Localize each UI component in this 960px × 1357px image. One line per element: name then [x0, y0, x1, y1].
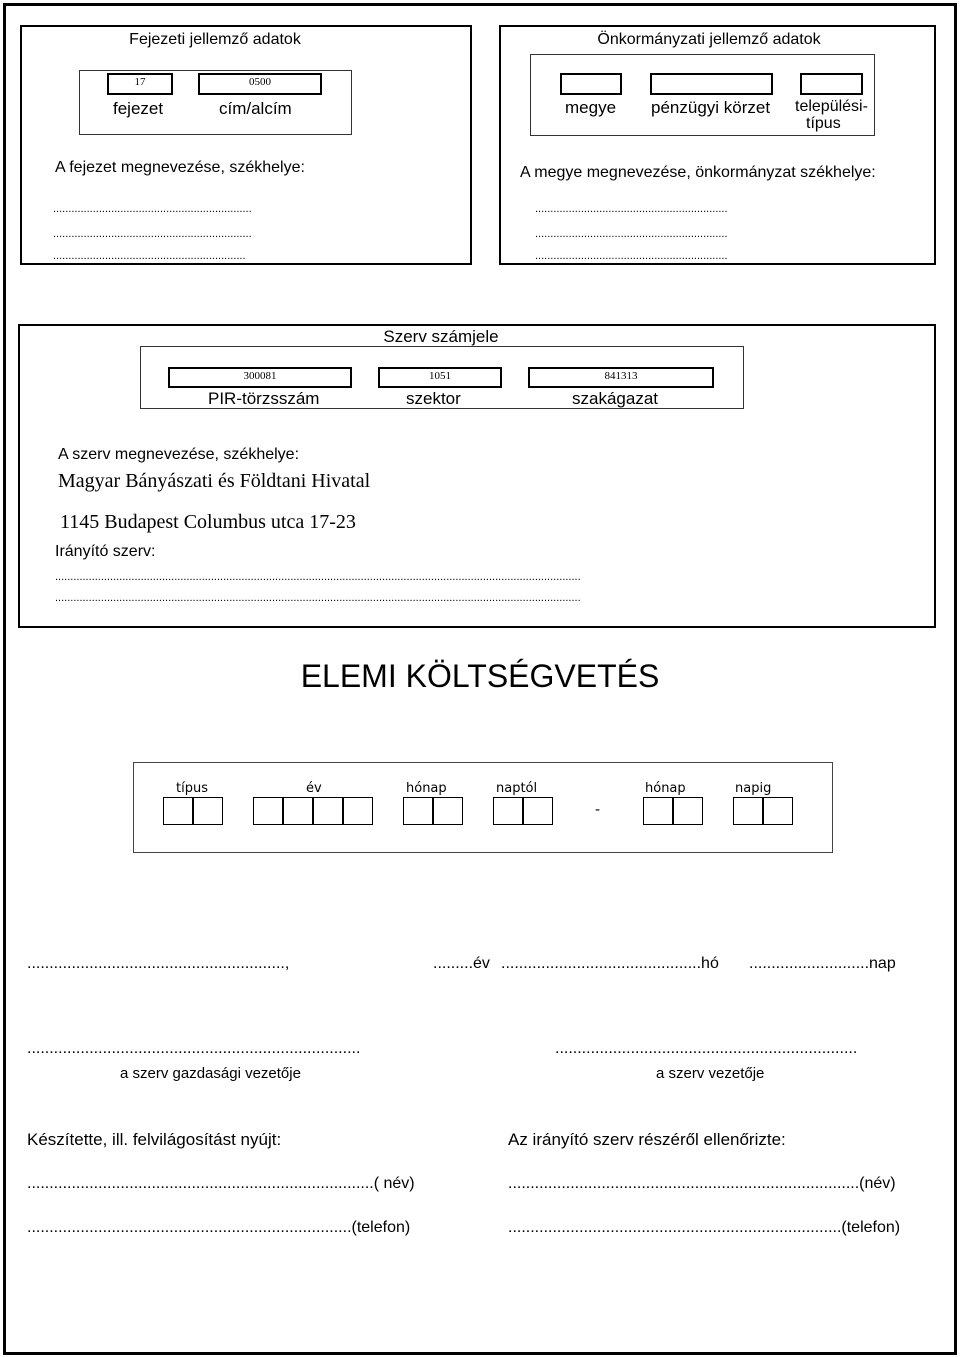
korzet-box[interactable] [650, 73, 773, 95]
signature-right-label: a szerv vezetője [656, 1065, 765, 1082]
korzet-label: pénzügyi körzet [651, 98, 771, 117]
contact-right-phone[interactable]: ...........................................................................(telefon) [508, 1219, 901, 1236]
period-panel [133, 762, 833, 853]
tipus-box[interactable] [800, 73, 863, 95]
ev-cell-1[interactable] [253, 797, 283, 825]
onkormanyzat-dots-line-1[interactable]: ............................................................... [535, 203, 728, 215]
period-napig-label: napig [735, 781, 772, 796]
honap-cell-2[interactable] [433, 797, 463, 825]
szakagazat-label: szakágazat [572, 389, 658, 408]
naptol-cell-2[interactable] [523, 797, 553, 825]
date-nap[interactable]: ...........................nap [749, 955, 896, 972]
contact-left-title: Készítette, ill. felvilágosítást nyújt: [27, 1130, 282, 1149]
tipus-cell-2[interactable] [193, 797, 223, 825]
tipus-cell-1[interactable] [163, 797, 193, 825]
period-honap-label: hónap [406, 781, 447, 796]
contact-left-name[interactable]: ..............................................................................( név) [27, 1175, 415, 1192]
contact-left-phone[interactable]: .........................................................................(telefon) [27, 1219, 411, 1236]
fejezet-dots-line-1[interactable]: ................................................................. [53, 203, 252, 215]
period-naptol-label: naptól [496, 781, 538, 796]
iranyito-label: Irányító szerv: [55, 543, 156, 560]
napig-cell-1[interactable] [733, 797, 763, 825]
period-honap2-label: hónap [645, 781, 686, 796]
date-ho[interactable]: .............................................hó [501, 955, 719, 972]
period-dash: - [595, 802, 601, 818]
ev-cell-4[interactable] [343, 797, 373, 825]
fejezet-name-label: A fejezet megnevezése, székhelye: [55, 159, 305, 176]
iranyito-dots-line-1[interactable]: ............................................................................................................................................................................ [55, 571, 581, 583]
iranyito-dots-line-2[interactable]: ............................................................................................................................................................................ [55, 592, 581, 604]
szerv-address-value: 1145 Budapest Columbus utca 17-23 [60, 511, 356, 533]
honap-cell-1[interactable] [403, 797, 433, 825]
contact-right-title: Az irányító szerv részéről ellenőrizte: [508, 1130, 786, 1149]
honap2-cell-2[interactable] [673, 797, 703, 825]
szektor-number-box[interactable]: 1051 [378, 367, 502, 388]
pir-number-box[interactable]: 300081 [168, 367, 352, 388]
szektor-label: szektor [406, 389, 461, 408]
megye-label: megye [565, 98, 617, 117]
tipus-label-2: típus [806, 115, 841, 132]
document-title: ELEMI KÖLTSÉGVETÉS [300, 658, 660, 694]
onkormanyzat-panel-title: Önkormányzati jellemző adatok [597, 31, 821, 48]
contact-right-name[interactable]: ...............................................................................(név) [508, 1175, 896, 1192]
onkormanyzat-dots-line-3[interactable]: ............................................................... [535, 250, 728, 262]
szakagazat-number-box[interactable]: 841313 [528, 367, 714, 388]
cim-label: cím/alcím [219, 99, 292, 118]
ev-cell-2[interactable] [283, 797, 313, 825]
pir-label: PIR-törzsszám [208, 389, 320, 408]
date-ev[interactable]: .........év [433, 955, 490, 972]
period-tipus-label: típus [176, 781, 208, 796]
megye-box[interactable] [560, 73, 622, 95]
fejezet-dots-line-3[interactable]: ............................................................... [53, 250, 246, 262]
signature-left-dots[interactable]: ........................................................................... [27, 1040, 361, 1057]
tipus-label-1: települési- [795, 98, 868, 115]
cim-number-box[interactable]: 0500 [198, 73, 322, 95]
szerv-name-label: A szerv megnevezése, székhelye: [58, 446, 300, 463]
naptol-cell-1[interactable] [493, 797, 523, 825]
honap2-cell-1[interactable] [643, 797, 673, 825]
onkormanyzat-name-label: A megye megnevezése, önkormányzat székhelye: [520, 164, 876, 181]
fejezet-number-box[interactable]: 17 [107, 73, 173, 95]
napig-cell-2[interactable] [763, 797, 793, 825]
szerv-name-value: Magyar Bányászati és Földtani Hivatal [58, 470, 371, 492]
date-place[interactable]: .........................................................., [27, 955, 290, 972]
szerv-panel-title: Szerv számjele [383, 327, 499, 346]
period-ev-label: év [306, 781, 322, 796]
fejezet-panel-title: Fejezeti jellemző adatok [129, 31, 301, 48]
fejezet-dots-line-2[interactable]: ................................................................. [53, 228, 252, 240]
signature-left-label: a szerv gazdasági vezetője [120, 1065, 301, 1082]
onkormanyzat-dots-line-2[interactable]: ............................................................... [535, 228, 728, 240]
ev-cell-3[interactable] [313, 797, 343, 825]
fejezet-label: fejezet [113, 99, 164, 118]
signature-right-dots[interactable]: .................................................................... [555, 1040, 858, 1057]
